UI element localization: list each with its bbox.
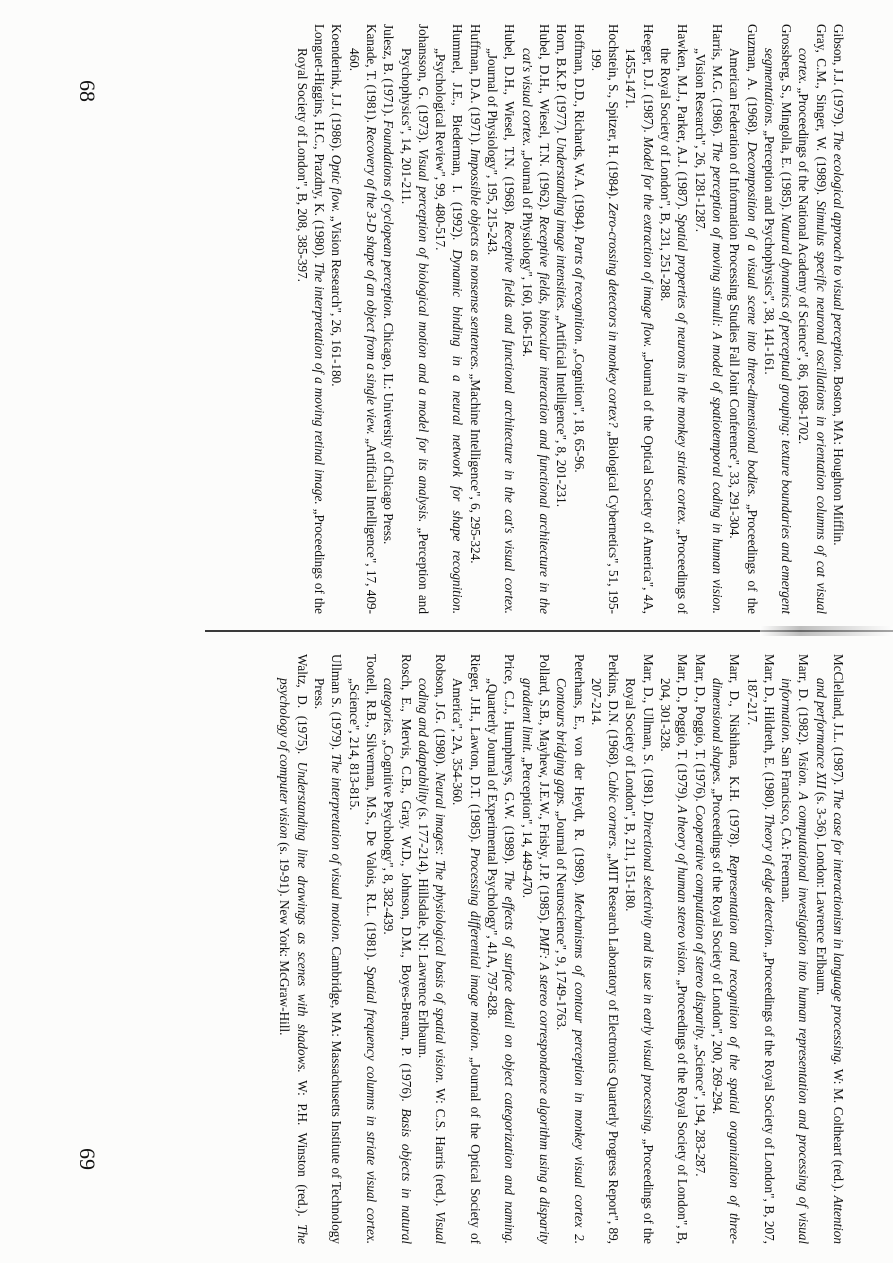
reference-list [294, 24, 848, 614]
reference-title: Neural images: The physiological basis of spatial vision. [433, 771, 449, 1084]
reference-title: The effects of surface detail on object categorization and naming. [502, 870, 518, 1244]
reference-entry [553, 24, 570, 614]
reference-title: Model for the extraction of image flow. [640, 136, 656, 348]
reference-title: Parts of recognition. [571, 235, 587, 345]
reference-title: Theory of edge detection. [761, 813, 777, 949]
reference-title: The ecological approach to visual perception. [831, 130, 846, 373]
reference-authors: Marr, D., Poggio, T. (1979). [675, 654, 691, 806]
reference-authors: Rosch, E., Mervis, C.B., Gray, W.D., Johnson, D.M., Boyes-Bream, P. (1976). [398, 654, 414, 1109]
reference-title: Directional selectivity and its use in early visual processing. [640, 811, 656, 1135]
page-number-69: 69 [75, 1148, 100, 1170]
reference-authors: Koenderink, J.J. (1986). [329, 24, 345, 155]
reference-title: Visual coding and adaptability [415, 678, 449, 1244]
reference-source: (s. 177-214). Hillsdale, NJ: Lawrence Erlbaum. [415, 804, 431, 1059]
reference-authors: McClelland, J.L. (1987). [831, 654, 846, 789]
reference-entry [484, 654, 519, 1244]
reference-authors: Hoffman, D.D., Richards, W.A. (1984). [571, 24, 587, 236]
reference-authors: Hummel, J.E., Biederman, I. (1992). [450, 24, 466, 250]
reference-source: „Journal of the Optical Society of America", 4A, 1455-1471. [623, 48, 656, 614]
reference-authors: Marr, D., Poggio, T. (1976). [692, 654, 708, 805]
reference-title: Spatial properties of neurons in the monkey striate cortex. [675, 213, 691, 525]
reference-authors: Marr, D., Ullman, S. (1981). [640, 654, 656, 812]
reference-title: Cubic corners. [606, 771, 622, 850]
reference-title: Cooperative computation of stereo disparity. [692, 805, 708, 1041]
reference-entry [294, 24, 329, 614]
reference-title: Understanding line drawings as scenes with shadows. [294, 761, 310, 1073]
reference-source: W: P.H. Winston (red.). [294, 1072, 310, 1225]
reference-title: The case for interactionism in language processing. [831, 788, 846, 1066]
reference-authors: Horn, B.K.P. (1977). [554, 24, 570, 137]
reference-title: Foundations of cyclopean perception. [381, 119, 397, 320]
reference-source: „Biological Cybernetics", 51, 195-199. [588, 48, 622, 615]
reference-source: „MIT Research Laboratory of Electronics Quarterly Progress Report", 89, 207-214. [588, 678, 622, 1244]
reference-title: Recovery of the 3-D shape of an object from a single view. [363, 126, 379, 435]
reference-source: „Proceedings of the Royal Society of London", B, 207, 187-217. [744, 678, 777, 1244]
reference-source: „Proceedings of the National Academy of Science", 86, 1698-1702. [796, 84, 812, 445]
reference-source: „Artificial Intelligence", 17, 409-460. [346, 48, 379, 614]
reference-authors: Robson, J.G. (1980). [433, 654, 449, 772]
reference-entry [553, 654, 588, 1244]
reference-entry [518, 24, 553, 614]
reference-entry [743, 654, 778, 1244]
reference-entry [328, 24, 345, 614]
reference-title: Processing differential image motion. [467, 847, 483, 1052]
reference-authors: Johansson, G. (1973). [415, 24, 431, 149]
reference-source: (s. 19-91). New York: McGraw-Hill. [277, 838, 293, 1036]
reference-entry [466, 24, 483, 614]
reference-authors: Hubel, D.H., Wiesel, T.N. (1962). [536, 24, 552, 216]
reference-authors: Grossberg, S., Mingolla, E. (1985). [779, 24, 795, 214]
reference-title: Optic flow. [329, 154, 345, 213]
reference-title: Attention and performance XII [813, 678, 846, 1244]
page-68-references [47, 24, 847, 614]
reference-entry [761, 24, 796, 614]
reference-title: A theory of human stereo vision. [675, 805, 691, 977]
reference-authors: Peterhans, E., von der Heydt, R. (1989). [571, 654, 587, 893]
reference-title: Mechanisms of contour perception in monkey visual cortex 2. Contours bridging gaps. [554, 678, 587, 1244]
reference-authors: Waltz, D. (1975). [294, 654, 310, 762]
reference-title: Zero-crossing detectors in monkey cortex? [606, 202, 622, 428]
reference-entry [709, 654, 744, 1244]
reference-title: Decomposition of a visual scene into three-dimensional bodies. [744, 141, 760, 498]
reference-authors: Guzman, A. (1968). [744, 24, 760, 142]
reference-source: Cambridge, MA: Massachusetts Institute of Technology Press. [312, 678, 345, 1244]
reference-authors: Heeger, D.J. (1987). [640, 24, 656, 137]
reference-source: „Vision Research", 26, 1281-1287. [692, 48, 708, 233]
reference-source: „Journal of Physiology", 195, 215-243. [485, 48, 501, 256]
reference-source: „Journal of Neuroscience", 9, 1749-1763. [554, 807, 570, 1031]
reference-source: „Vision Research", 26, 161-180. [329, 212, 345, 387]
reference-authors: Perkins, D.N. (1968). [606, 654, 622, 772]
reference-title: Natural dynamics of perceptual grouping: texture boundaries and emergent segmentations. [761, 48, 795, 614]
spine-shadow [760, 626, 893, 636]
reference-title: Dynamic binding in a neural network for shape recognition. [450, 249, 466, 614]
reference-entry [570, 24, 587, 614]
reference-title: Basis objects in natural categories. [381, 678, 414, 1244]
reference-authors: Hawken, M.J., Parker, A.J. (1987). [675, 24, 691, 214]
reference-entry [518, 654, 553, 1244]
reference-entry [622, 24, 657, 614]
reference-source: „Artificial Intelligence", 8, 201-231. [554, 311, 570, 507]
reference-authors: Harris, M.G. (1986). [709, 24, 725, 142]
reference-title: Impossible objects as nonsense sentences. [467, 148, 483, 371]
reference-title: PMF: A stereo correspondence algorithm using a disparity gradient limit. [519, 678, 552, 1244]
reference-entry [830, 24, 847, 614]
reference-source: (s. 3-36). London: Lawrence Erlbaum. [813, 788, 829, 996]
reference-entry [380, 654, 415, 1244]
reference-authors: Hubel, D.H., Wiesel, T.N. (1968). [502, 24, 518, 222]
page-number-68: 68 [75, 80, 100, 102]
reference-source: „Science", 214, 813-815. [346, 678, 362, 811]
reference-entry [778, 654, 813, 1244]
reference-source: „Psychological Review", 99, 480-517. [433, 48, 449, 251]
book-spine-fold [0, 624, 893, 638]
reference-title: Vision. A computational investigation into human representation and processing of visual information. [779, 678, 812, 1244]
reference-entry [380, 24, 397, 614]
reference-source: „Perception", 14, 449-470. [519, 753, 535, 899]
reference-entry [311, 654, 346, 1244]
reference-title: Representation and recognition of the spatial organization of three-dimensional shapes. [709, 678, 743, 1244]
reference-entry [432, 24, 467, 614]
reference-source: „Proceedings of the Royal Society of London", B, 231, 251-288. [658, 48, 691, 615]
reference-source: „Machine Intelligence", 6, 295-324. [467, 370, 483, 564]
reference-authors: Marr, D. (1982). [796, 654, 812, 751]
reference-list [276, 654, 847, 1244]
reference-authors: Tootell, R.B., Silverman, M.S., De Valois, R.L. (1981). [363, 654, 379, 967]
reference-source: Boston, MA: Houghton Mifflin. [831, 372, 846, 546]
reference-entry [397, 24, 432, 614]
reference-source: „Journal of the Optical Society of America", 2A, 354-360. [450, 678, 483, 1244]
reference-source: „Proceedings of the Royal Society of London", B, 208, 385-397. [294, 48, 328, 614]
page-69-references [47, 654, 847, 1244]
reference-entry [449, 654, 484, 1244]
reference-title: Receptive fields and functional architecture in the cat's visual cortex. [502, 221, 518, 614]
reference-source: „Proceedings of the American Federation of Information Processing Studies Fall Joint Conference", 33, 291-304. [727, 48, 760, 614]
reference-source: „Proceedings of the Royal Society of London", B, 211, 151-180. [623, 678, 656, 1244]
reference-authors: Marr, D., Nishihara, K.H. (1978). [727, 654, 743, 855]
reference-entry [345, 24, 380, 614]
reference-authors: Huffman, D.A. (1971). [467, 24, 483, 149]
reference-entry [691, 24, 726, 614]
reference-title: The psychology of computer vision [277, 678, 310, 1244]
reference-authors: Price, C.J., Humphreys, G.W. (1989). [502, 654, 518, 871]
reference-entry [795, 24, 830, 614]
reference-entry [276, 654, 311, 1244]
reference-title: Stimulus specific neuronal oscillations in orientation columns of cat visual cortex. [796, 48, 829, 614]
reference-authors: Ullman S. (1979). [329, 654, 345, 754]
reference-authors: Marr, D., Hildreth, E. (1980). [761, 654, 777, 814]
reference-source: Chicago, IL: University of Chicago Press. [381, 319, 397, 545]
reference-title: Understanding image intensities. [554, 136, 570, 312]
reference-title: The perception of moving stimuli: A model of spatiotemporal coding in human vision. [709, 141, 725, 614]
reference-source: „Perception and Psychophysics", 38, 141-161. [761, 126, 777, 375]
reference-source: „Science", 194, 283-287. [692, 1040, 708, 1177]
reference-authors: Rieger, J.H., Lawton, D.T. (1985). [467, 654, 483, 848]
reference-source: „Quarterly Journal of Experimental Psychology", 41A, 797-828. [485, 678, 501, 1019]
reference-authors: Kanade, T. (1981). [363, 24, 379, 127]
reference-entry [588, 654, 623, 1244]
reference-authors: Gray, C.M., Singer, W. (1989). [813, 24, 829, 201]
reference-source: San Francisco, CA: Freeman. [779, 743, 795, 903]
reference-authors: Hochstein, S., Spitzer, H. (1984). [606, 24, 622, 203]
reference-source: „Cognition", 18, 65-96. [571, 344, 587, 473]
reference-source: „Cognitive Psychology", 8, 382-439. [381, 736, 397, 935]
reference-authors: Gibson, J.J. (1979). [831, 24, 846, 131]
reference-authors: Pollard, S.B., Mayhew, J.E.W., Frisby, J.P. (1985). [536, 654, 552, 928]
reference-entry [588, 24, 623, 614]
reference-source: „Proceedings of the Royal Society of London", 200, 269-294. [709, 784, 725, 1115]
reference-entry [345, 654, 380, 1244]
reference-title: Visual perception of biological motion and a model for its analysis. [415, 148, 431, 523]
reference-entry [622, 654, 657, 1244]
reference-source: „Journal of Physiology", 160, 106-154. [519, 146, 535, 357]
reference-entry [812, 654, 847, 1244]
reference-entry [657, 24, 692, 614]
reference-entry [726, 24, 761, 614]
reference-source: „Proceedings of the Royal Society of London", B, 204, 301-328. [658, 678, 691, 1244]
reference-title: Receptive fields, binocular interaction and functional architecture in the cat's visual cortex. [519, 48, 552, 614]
reference-entry [657, 654, 692, 1244]
reference-entry [484, 24, 519, 614]
reference-authors: Longuet-Higgins, H.C., Prazdny, K. (1980). [312, 24, 328, 263]
reference-source: W: M. Coltheart (red.). [831, 1065, 846, 1196]
reference-authors: Julesz, B. (1971). [381, 24, 397, 120]
reference-title: The interpretation of visual motion. [329, 753, 345, 943]
reference-title: Spatial frequency columns in striate visual cortex. [363, 966, 379, 1244]
reference-source: W: C.S. Harris (red.). [433, 1083, 449, 1212]
reference-entry [415, 654, 450, 1244]
reference-title: The interpretation of a moving retinal image. [312, 262, 328, 505]
reference-source: „Perception and Psychophysics", 14, 201-211. [398, 48, 431, 614]
reference-entry [691, 654, 708, 1244]
